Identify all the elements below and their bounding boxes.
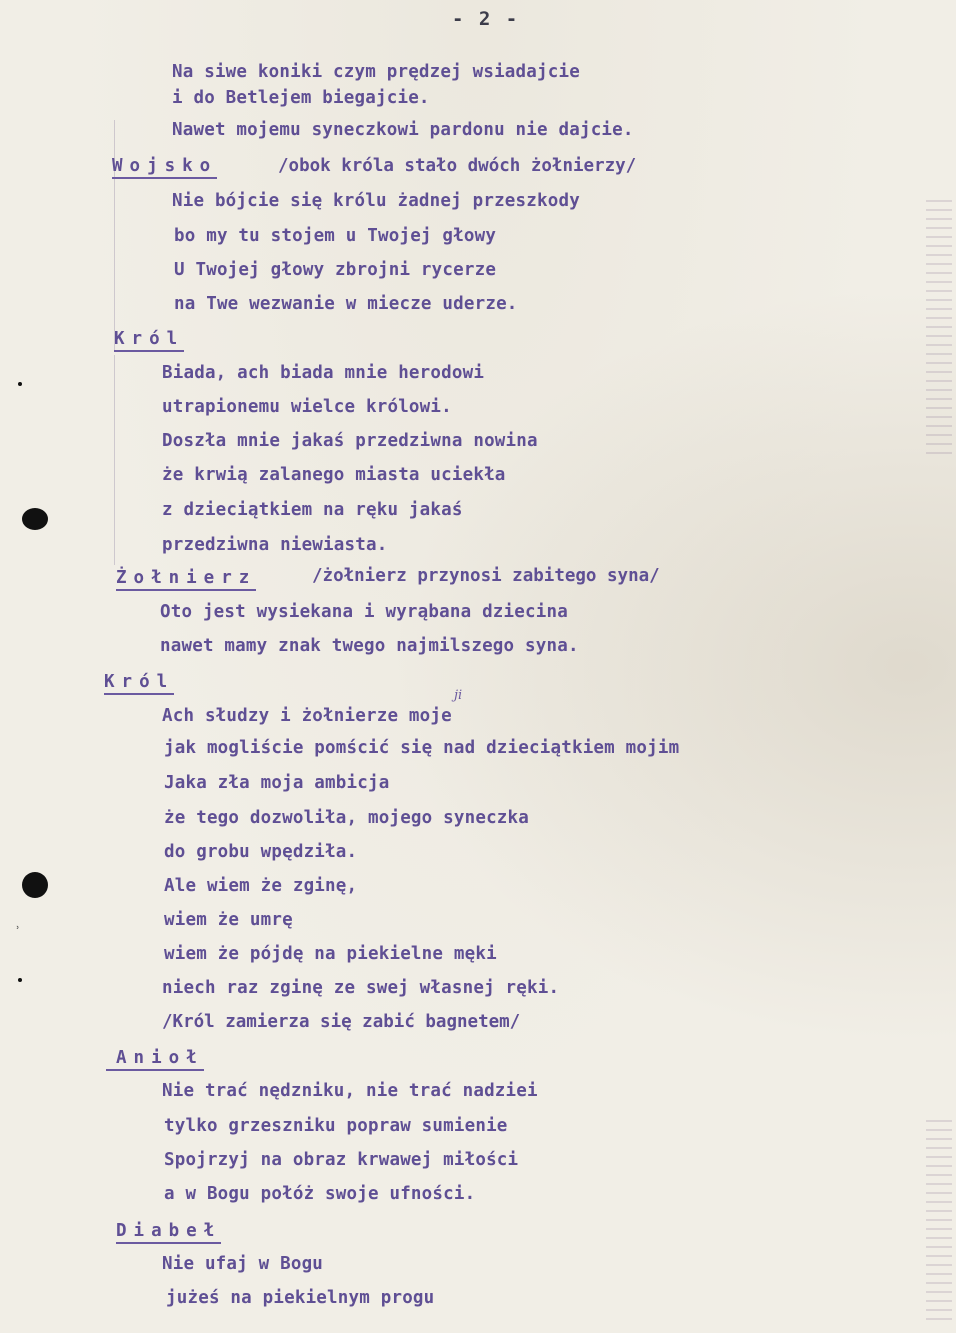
- verse-line: Nie ufaj w Bogu: [162, 1254, 324, 1274]
- speaker-label: Wojsko: [112, 156, 217, 179]
- verse-line: Nawet mojemu syneczkowi pardonu nie dajcie.: [172, 120, 634, 140]
- speaker-label: Żołnierz: [116, 568, 256, 591]
- verse-line: z dzieciątkiem na ręku jakaś: [162, 500, 463, 520]
- verse-line: niech raz zginę ze swej własnej ręki.: [162, 978, 560, 998]
- ink-dot: [18, 382, 22, 386]
- verse-line: nawet mamy znak twego najmilszego syna.: [160, 636, 579, 656]
- speaker-label: Diabeł: [116, 1221, 221, 1244]
- verse-line: Ach słudzy i żołnierze moje: [162, 706, 452, 726]
- punch-hole: [22, 872, 48, 898]
- edge-handwriting: [926, 1120, 952, 1320]
- verse-line: Nie trać nędzniku, nie trać nadziei: [162, 1081, 538, 1101]
- verse-line: Jaka zła moja ambicja: [164, 773, 390, 793]
- verse-line: jak mogliście pomścić się nad dzieciątkiem mojim: [164, 738, 680, 758]
- verse-line: że krwią zalanego miasta uciekła: [162, 465, 506, 485]
- ink-mark: ʾ: [14, 924, 22, 938]
- verse-line: Oto jest wysiekana i wyrąbana dziecina: [160, 602, 568, 622]
- speaker-label: Król: [104, 672, 174, 695]
- verse-line: wiem że pójdę na piekielne męki: [164, 944, 497, 964]
- verse-line: jużeś na piekielnym progu: [166, 1288, 435, 1308]
- margin-rule: [114, 355, 115, 565]
- stage-direction: /obok króla stało dwóch żołnierzy/: [278, 156, 637, 176]
- verse-line: wiem że umrę: [164, 910, 293, 930]
- verse-line: Nie bójcie się królu żadnej przeszkody: [172, 191, 580, 211]
- verse-line: Biada, ach biada mnie herodowi: [162, 363, 485, 383]
- verse-line: Na siwe koniki czym prędzej wsiadajcie: [172, 62, 580, 82]
- verse-line: do grobu wpędziła.: [164, 842, 358, 862]
- handwritten-correction: ji: [454, 688, 463, 703]
- edge-handwriting: [926, 200, 952, 460]
- verse-line: przedziwna niewiasta.: [162, 535, 388, 555]
- stage-direction: /żołnierz przynosi zabitego syna/: [312, 566, 660, 586]
- verse-line: na Twe wezwanie w miecze uderze.: [174, 294, 518, 314]
- punch-hole: [22, 508, 48, 530]
- verse-line: bo my tu stojem u Twojej głowy: [174, 226, 497, 246]
- verse-line: Spojrzyj na obraz krwawej miłości: [164, 1150, 519, 1170]
- speaker-label: Anioł: [106, 1048, 204, 1071]
- speaker-label: Król: [114, 329, 184, 352]
- verse-line: Doszła mnie jakaś przedziwna nowina: [162, 431, 538, 451]
- verse-line: że tego dozwoliła, mojego syneczka: [164, 808, 530, 828]
- ink-dot: [18, 978, 22, 982]
- verse-line: i do Betlejem biegajcie.: [172, 88, 430, 108]
- verse-line: U Twojej głowy zbrojni rycerze: [174, 260, 497, 280]
- verse-line: tylko grzeszniku popraw sumienie: [164, 1116, 508, 1136]
- margin-rule: [114, 120, 115, 350]
- verse-line: utrapionemu wielce królowi.: [162, 397, 452, 417]
- stage-direction: /Król zamierza się zabić bagnetem/: [162, 1012, 521, 1032]
- verse-line: Ale wiem że zginę,: [164, 876, 358, 896]
- verse-line: a w Bogu połóż swoje ufności.: [164, 1184, 476, 1204]
- page-number: - 2 -: [452, 8, 520, 30]
